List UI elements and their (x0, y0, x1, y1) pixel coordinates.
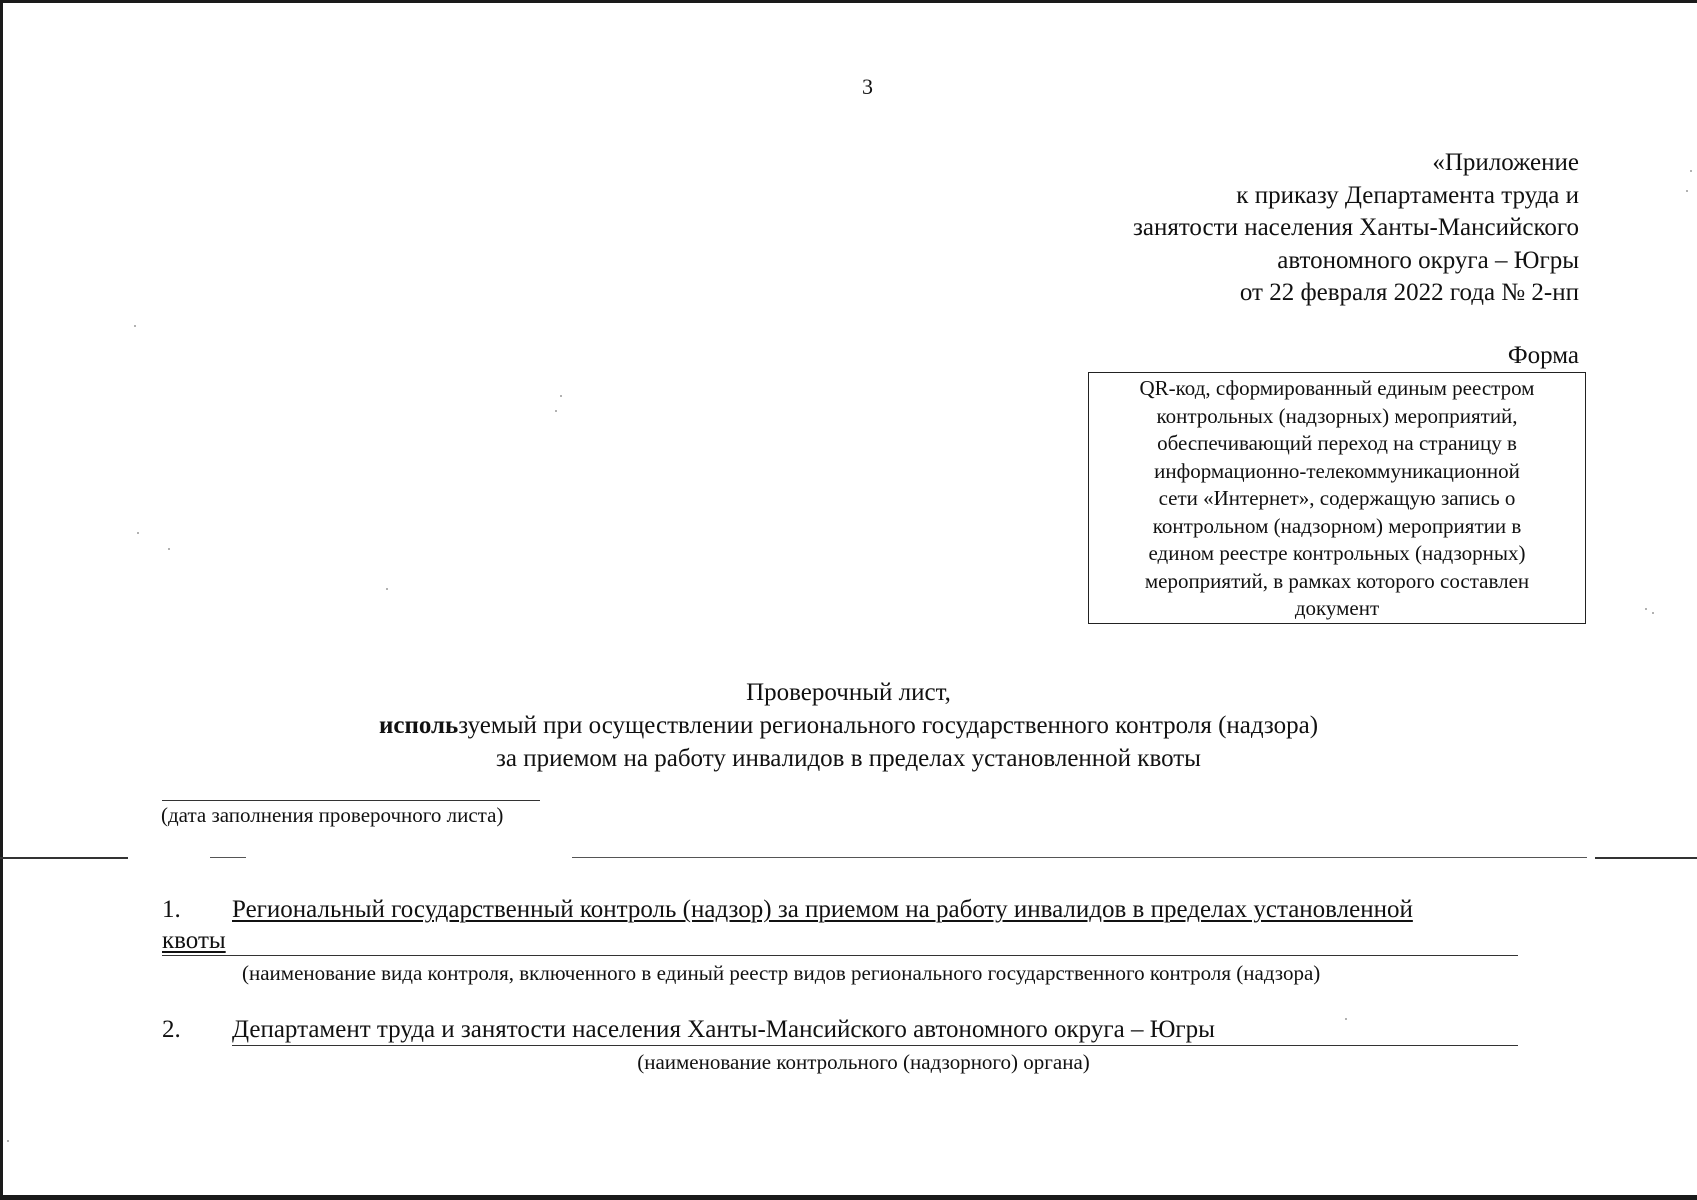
item-caption-wrap (0, 1050, 1697, 1075)
scan-speck (134, 325, 136, 327)
appendix-line: занятости населения Ханты-Мансийского (1132, 214, 1579, 241)
scan-speck (1686, 190, 1688, 192)
item-number: 1. (162, 896, 181, 923)
scan-speck (1645, 608, 1647, 610)
qr-box-line: документ (1294, 596, 1380, 620)
item-fill-line (162, 955, 1518, 956)
item-fill-line (232, 1045, 1518, 1046)
scan-speck (168, 548, 170, 550)
form-label: Форма (1507, 342, 1579, 369)
scan-speck (555, 410, 557, 412)
appendix-block (1133, 147, 1579, 310)
qr-box-line: информационно-телекоммуникационной (1154, 458, 1520, 483)
qr-box-line: едином реестре контрольных (надзорных) (1148, 541, 1526, 565)
qr-box-line: сети «Интернет», содержащую запись о (1158, 486, 1516, 510)
item-number: 2. (162, 1016, 181, 1043)
separator-line (572, 857, 1587, 858)
item-text-continuation: квоты (162, 927, 226, 954)
item-text: Региональный государственный контроль (надзор) за приемом на работу инвалидов в пределах установленной (232, 896, 1413, 923)
date-fill-line (162, 800, 540, 801)
page-number: 3 (862, 74, 873, 99)
item-text: Департамент труда и занятости населения Ханты-Мансийского автономного округа – Югры (232, 1016, 1215, 1043)
qr-box-line: обеспечивающий переход на страницу в (1157, 431, 1517, 455)
date-caption: (дата заполнения проверочного листа) (161, 803, 504, 827)
item-caption: (наименование вида контроля, включенного в единый реестр видов регионального государственного контроля (надзора) (242, 961, 1321, 985)
scan-speck (386, 588, 388, 590)
scan-speck (1652, 612, 1654, 614)
scan-edge-left (0, 0, 3, 1200)
item-caption: (наименование контрольного (надзорного) органа) (637, 1050, 1090, 1074)
appendix-line: к приказу Департамента труда и (1236, 181, 1579, 209)
title-line-2 (0, 709, 1697, 742)
title-line-1: Проверочный лист, (746, 679, 951, 706)
qr-box-line: мероприятий, в рамках которого составлен (1144, 568, 1530, 593)
separator-line (210, 857, 246, 858)
separator-line (0, 857, 128, 859)
scan-edge-bottom (0, 1195, 1697, 1200)
qr-code-placeholder-box (1088, 372, 1586, 624)
scan-speck (137, 532, 139, 534)
scan-edge-top (0, 0, 1697, 3)
appendix-line: «Приложение (1432, 149, 1579, 176)
qr-box-line: QR-код, сформированный единым реестром (1139, 376, 1535, 400)
qr-box-line: контрольном (надзорном) мероприятии в (1152, 513, 1522, 538)
title-line-2-bold: исполь (378, 712, 459, 739)
appendix-line: автономного округа – Югры (1277, 246, 1579, 274)
title-line-2-rest: зуемый при осуществлении регионального государственного контроля (надзора) (458, 712, 1319, 739)
qr-box-line: контрольных (надзорных) мероприятий, (1156, 403, 1518, 428)
scan-speck (1690, 170, 1692, 172)
scan-speck (1345, 1018, 1347, 1020)
scan-speck (7, 1140, 9, 1142)
document-title (0, 676, 1697, 775)
title-line-3: за приемом на работу инвалидов в пределах установленной квоты (496, 745, 1201, 772)
scan-speck (560, 395, 562, 397)
separator-line (1595, 857, 1697, 859)
appendix-line: от 22 февраля 2022 года № 2-нп (1239, 279, 1579, 306)
